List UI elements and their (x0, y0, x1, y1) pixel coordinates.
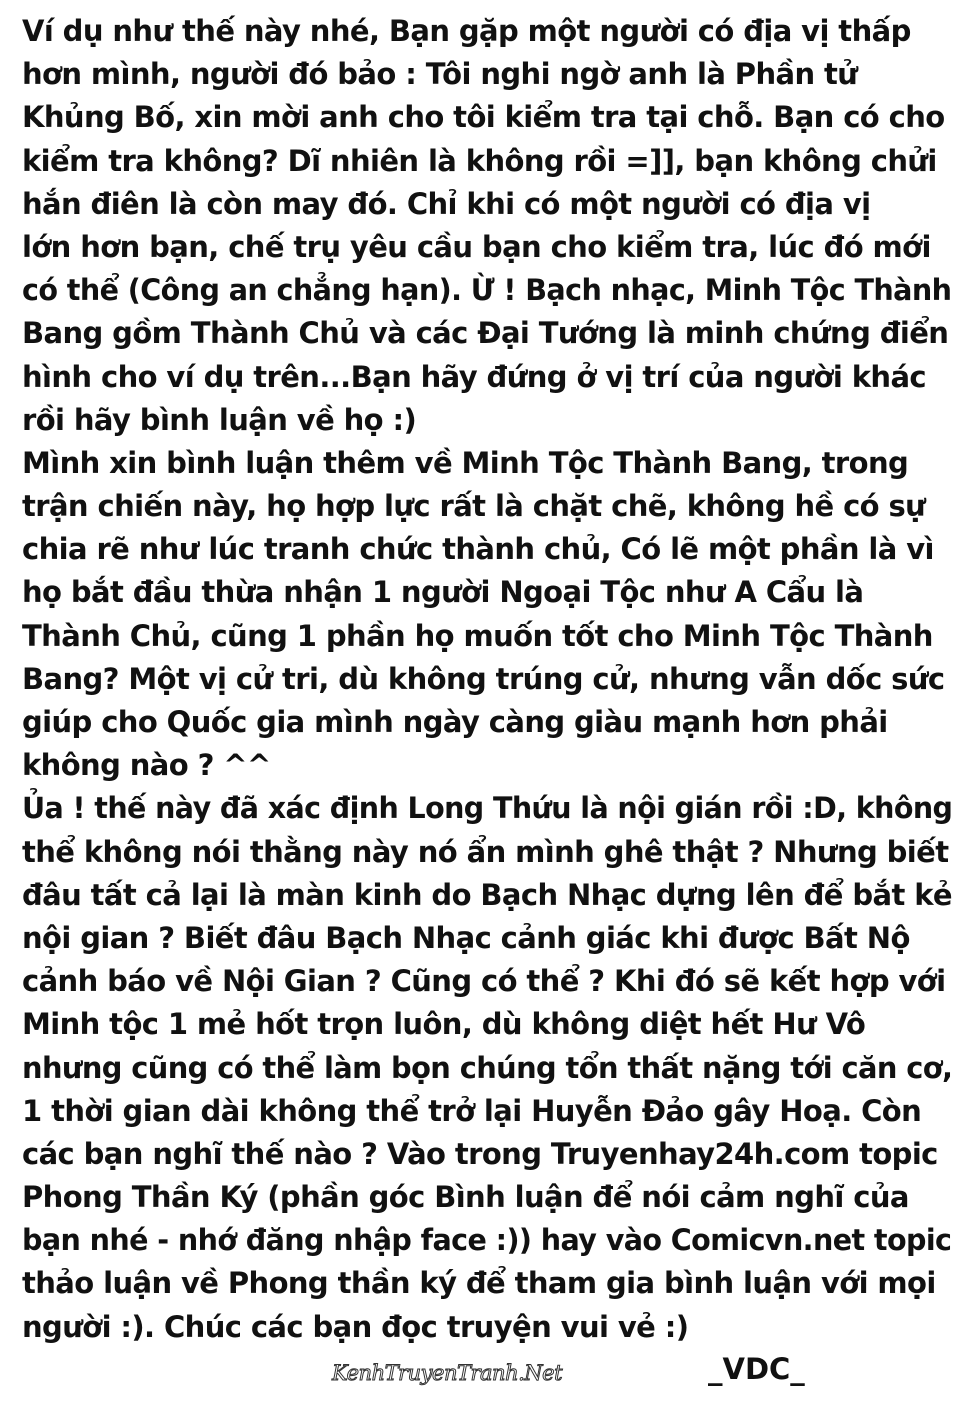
text-line: Ví dụ như thế này nhé, Bạn gặp một người có địa vị thấp (22, 14, 911, 48)
text-line: có thể (Công an chẳng hạn). Ừ ! Bạch nhạc, Minh Tộc Thành (22, 273, 952, 308)
text-line: hắn điên là còn may đó. Chỉ khi có một người có địa vị (22, 186, 871, 221)
watermark: KenhTruyenTranh.Net (332, 1361, 563, 1385)
text-line: hơn mình, người đó bảo : Tôi nghi ngờ anh là Phần tử (22, 57, 858, 92)
text-line: 1 thời gian dài không thể trở lại Huyễn Đảo gây Hoạ. Còn (22, 1093, 922, 1128)
text-line: thảo luận về Phong thần ký để tham gia bình luận với mọi (22, 1266, 936, 1301)
text-line: lớn hơn bạn, chế trụ yêu cầu bạn cho kiểm tra, lúc đó mới (22, 229, 931, 264)
text-line: đâu tất cả lại là màn kinh do Bạch Nhạc dựng lên để bắt kẻ (22, 877, 952, 912)
text-line: Bang gồm Thành Chủ và các Đại Tướng là minh chứng điển (22, 316, 949, 351)
text-line: kiểm tra không? Dĩ nhiên là không rồi =]], bạn không chửi (22, 143, 937, 178)
text-line: các bạn nghĩ thế nào ? Vào trong Truyenhay24h.com topic (22, 1136, 938, 1171)
text-line: chia rẽ như lúc tranh chức thành chủ, Có lẽ một phần là vì (22, 532, 934, 567)
text-line: Mình xin bình luận thêm về Minh Tộc Thành Bang, trong (22, 445, 909, 480)
text-line: Thành Chủ, cũng 1 phần họ muốn tốt cho Minh Tộc Thành (22, 618, 933, 653)
text-line: Ủa ! thế này đã xác định Long Thứu là nội gián rồi :D, không (22, 791, 953, 826)
text-line: Khủng Bố, xin mời anh cho tôi kiểm tra tại chỗ. Bạn có cho (22, 100, 945, 135)
article-text (22, 10, 952, 1349)
text-line: rồi hãy bình luận về họ :) (22, 402, 417, 437)
text-line: nội gian ? Biết đâu Bạch Nhạc cảnh giác khi được Bất Nộ (22, 920, 910, 955)
text-line: nhưng cũng có thể làm bọn chúng tổn thất nặng tới căn cơ, (22, 1050, 953, 1085)
text-line: Phong Thần Ký (phần góc Bình luận để nói cảm nghĩ của (22, 1180, 909, 1215)
text-line: hình cho ví dụ trên...Bạn hãy đứng ở vị trí của người khác (22, 359, 927, 394)
text-line: Bang? Một vị cử tri, dù không trúng cử, nhưng vẫn dốc sức (22, 661, 945, 696)
text-line: cảnh báo về Nội Gian ? Cũng có thể ? Khi đó sẽ kết hợp với (22, 964, 946, 999)
text-line: không nào ? ^^ (22, 748, 271, 783)
text-line: trận chiến này, họ hợp lực rất là chặt chẽ, không hề có sự (22, 489, 926, 524)
text-line: giúp cho Quốc gia mình ngày càng giàu mạnh hơn phải (22, 705, 888, 739)
text-line: bạn nhé - nhớ đăng nhập face :)) hay vào Comicvn.net topic (22, 1223, 952, 1258)
text-line: thể không nói thằng này nó ẩn mình ghê thật ? Nhưng biết (22, 834, 949, 869)
text-line: người :). Chúc các bạn đọc truyện vui vẻ :) (22, 1309, 689, 1344)
text-line: họ bắt đầu thừa nhận 1 người Ngoại Tộc như A Cẩu là (22, 575, 864, 610)
signature: _VDC_ (708, 1352, 805, 1386)
text-line: Minh tộc 1 mẻ hốt trọn luôn, dù không diệt hết Hư Vô (22, 1007, 866, 1042)
